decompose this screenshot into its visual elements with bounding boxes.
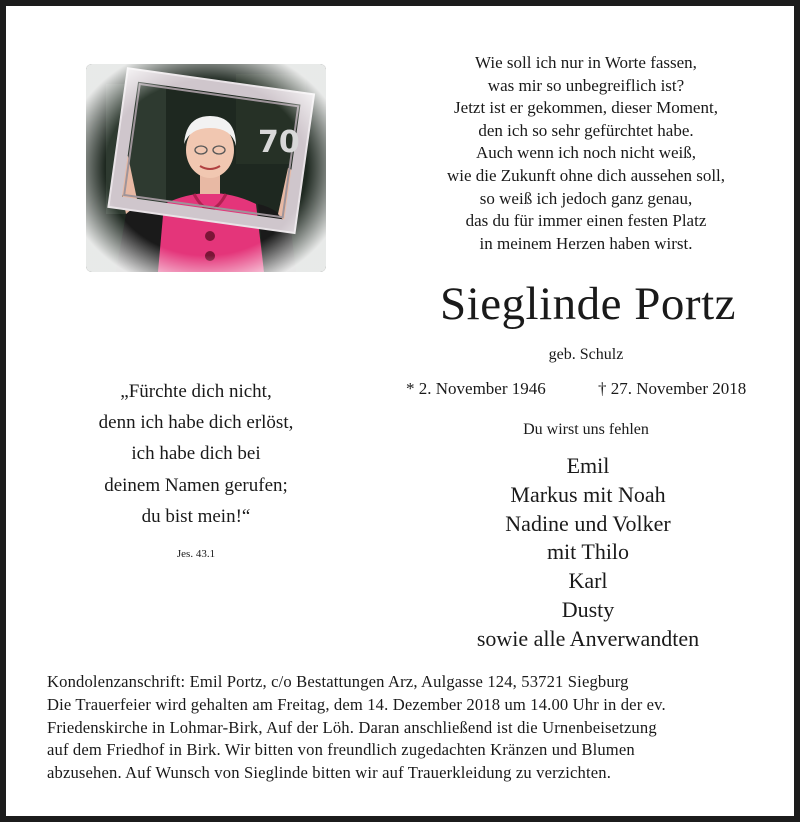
verse-line: denn ich habe dich erlöst, (98, 412, 294, 434)
portrait-photo-icon (86, 64, 326, 272)
notice-line: abzusehen. Auf Wunsch von Sieglinde bitten wir auf Trauerkleidung zu verzichten. (47, 763, 612, 783)
missed-line: Du wirst uns fehlen (523, 421, 649, 438)
verse-line: du bist mein!“ (141, 505, 251, 527)
funeral-notice (47, 671, 777, 785)
poem-line: was mir so unbegreiflich ist? (487, 75, 685, 95)
notice-line: Kondolenzanschrift: Emil Portz, c/o Bestattungen Arz, Aulgasse 124, 53721 Siegburg (47, 672, 629, 691)
poem-line: den ich so sehr gefürchtet habe. (478, 120, 694, 140)
mourner: Markus mit Noah (510, 481, 666, 507)
verse-line: deinem Namen gerufen; (104, 474, 288, 496)
notice-line: Die Trauerfeier wird gehalten am Freitag, dem 14. Dezember 2018 um 14.00 Uhr in der ev. (47, 694, 666, 714)
verse-reference: Jes. 43.1 (176, 548, 216, 560)
bible-verse (46, 376, 346, 532)
notice-line: Friedenskirche in Lohmar-Birk, Auf der Löh. Daran anschließend ist die Urnenbeisetzung (47, 717, 657, 737)
birth-date: * 2. November 1946 (406, 379, 546, 398)
portrait-photo (86, 64, 326, 272)
mourners-list (386, 452, 790, 654)
poem (386, 52, 786, 255)
mourner: Nadine und Volker (505, 510, 671, 536)
poem-line: Jetzt ist er gekommen, dieser Moment, (454, 98, 718, 118)
poem-line: wie die Zukunft ohne dich aussehen soll, (446, 165, 726, 185)
mourner: mit Thilo (546, 539, 630, 565)
poem-line: Auch wenn ich noch nicht weiß, (476, 143, 696, 163)
mourner: Dusty (561, 596, 615, 622)
verse-line: „Fürchte dich nicht, (120, 381, 272, 402)
verse-line: ich habe dich bei (131, 443, 261, 465)
poem-line: das du für immer einen festen Platz (465, 211, 707, 231)
birth-name: geb. Schulz (548, 346, 624, 363)
deceased-name: Sieglinde Portz (440, 278, 736, 330)
death-date: † 27. November 2018 (598, 379, 747, 398)
mourner: Emil (566, 453, 610, 478)
mourner: Karl (568, 568, 608, 594)
poem-line: so weiß ich jedoch ganz genau, (479, 188, 693, 208)
mourner: sowie alle Anverwandten (476, 625, 700, 651)
notice-line: auf dem Friedhof in Birk. Wir bitten von freundlich zugedachten Kränzen und Blumen (47, 740, 635, 760)
poem-line: in meinem Herzen haben wirst. (479, 233, 693, 253)
poem-line: Wie soll ich nur in Worte fassen, (475, 53, 697, 72)
